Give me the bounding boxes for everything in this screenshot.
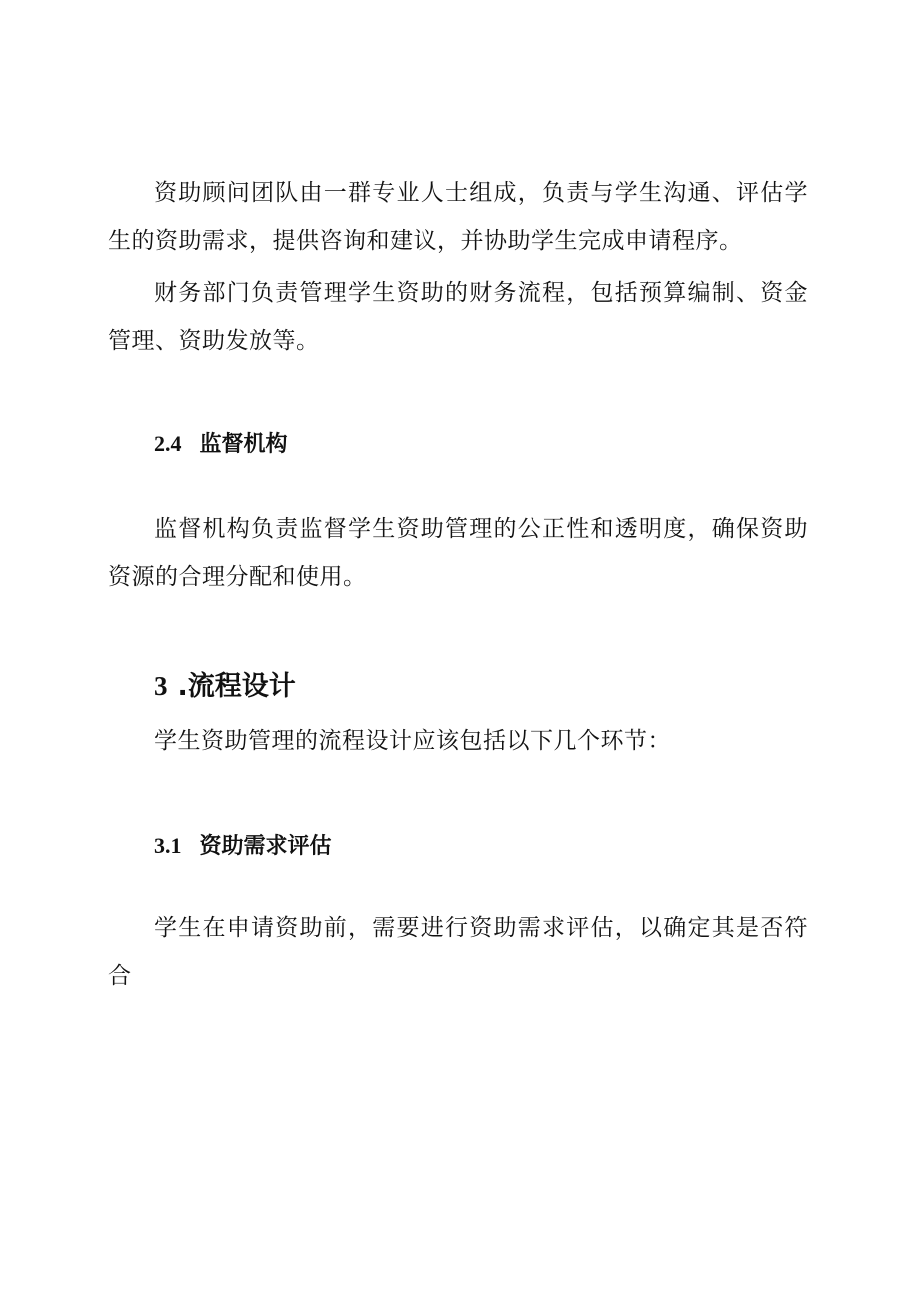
section-heading-3-1	[154, 830, 332, 863]
section-heading-2-4	[154, 428, 288, 461]
paragraph-needs-assessment: 学生在申请资助前，需要进行资助需求评估，以确定其是否符合	[108, 915, 808, 989]
section-number: 3.1	[154, 833, 182, 858]
paragraph-process-intro: 学生资助管理的流程设计应该包括以下几个环节：	[154, 728, 671, 754]
section-title: .流程设计	[177, 671, 296, 702]
paragraph-supervision: 监督机构负责监督学生资助管理的公正性和透明度，确保资助资源的合理分配和使用。	[108, 516, 808, 590]
section-number: 2.4	[154, 431, 182, 456]
section-title: 资助需求评估	[199, 834, 332, 859]
section-title: 监督机构	[199, 432, 288, 457]
paragraph-advisor-team: 资助顾问团队由一群专业人士组成，负责与学生沟通、评估学生的资助需求，提供咨询和建议，并协助学生完成申请程序。	[108, 180, 808, 254]
paragraph-finance-department: 财务部门负责管理学生资助的财务流程，包括预算编制、资金管理、资助发放等。	[108, 280, 808, 354]
section-heading-3	[154, 666, 296, 707]
section-number: 3	[154, 671, 168, 701]
